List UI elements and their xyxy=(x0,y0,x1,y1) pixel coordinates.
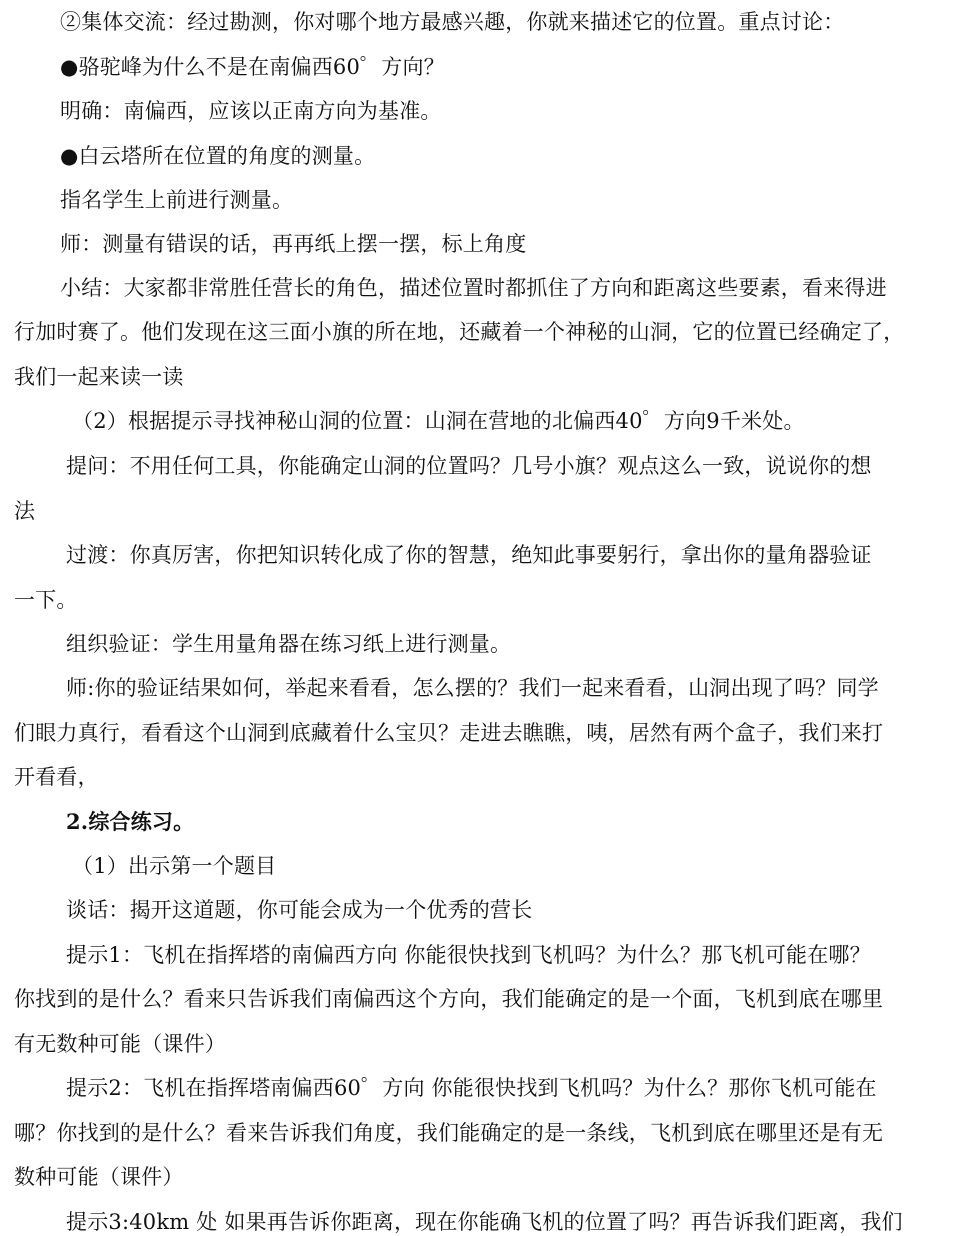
paragraph-line: 师:你的验证结果如何，举起来看看，怎么摆的？我们一起来看看，山洞出现了吗？同学 xyxy=(66,676,879,700)
paragraph-line: 们眼力真行，看看这个山洞到底藏着什么宝贝？走进去瞧瞧，咦，居然有两个盒子，我们来打 xyxy=(14,721,884,745)
paragraph-line: （1）出示第一个题目 xyxy=(72,854,277,878)
paragraph-line: 提示3:40km 处 如果再告诉你距离，现在你能确飞机的位置了吗？再告诉我们距离，我们 xyxy=(66,1210,903,1234)
paragraph-line: 你找到的是什么？看来只告诉我们南偏西这个方向，我们能确定的是一个面，飞机到底在哪里 xyxy=(14,987,884,1011)
paragraph-line: 指名学生上前进行测量。 xyxy=(60,188,294,212)
paragraph-line: ●白云塔所在位置的角度的测量。 xyxy=(60,144,376,168)
paragraph-line: 师：测量有错误的话，再再纸上摆一摆，标上角度 xyxy=(60,232,527,256)
paragraph-line: 哪？你找到的是什么？看来告诉我们角度，我们能确定的是一条线，飞机到底在哪里还是有无 xyxy=(14,1121,884,1145)
paragraph-line: 明确：南偏西，应该以正南方向为基准。 xyxy=(60,99,442,123)
paragraph-line: 行加时赛了。他们发现在这三面小旗的所在地，还藏着一个神秘的山洞，它的位置已经确定了， xyxy=(14,320,905,344)
paragraph-line: 提问：不用任何工具，你能确定山洞的位置吗？几号小旗？观点这么一致，说说你的想 xyxy=(66,454,872,478)
paragraph-line: 一下。 xyxy=(14,588,78,612)
paragraph-line: （2）根据提示寻找神秘山洞的位置：山洞在营地的北偏西40゜方向9千米处。 xyxy=(72,409,805,433)
paragraph-line: 提示2：飞机在指挥塔南偏西60゜方向 你能很快找到飞机吗？为什么？那你飞机可能在 xyxy=(66,1076,877,1100)
paragraph-line: 组织验证：学生用量角器在练习纸上进行测量。 xyxy=(66,632,512,656)
paragraph-line: 提示1：飞机在指挥塔的南偏西方向 你能很快找到飞机吗？为什么？那飞机可能在哪？ xyxy=(66,943,871,967)
paragraph-line: 小结：大家都非常胜任营长的角色，描述位置时都抓住了方向和距离这些要素，看来得进 xyxy=(60,276,887,300)
paragraph-line: 法 xyxy=(14,499,36,523)
section-heading: 2.综合练习。 xyxy=(66,809,195,834)
paragraph-line: ●骆驼峰为什么不是在南偏西60゜方向？ xyxy=(60,55,445,79)
paragraph-line: 过渡：你真厉害，你把知识转化成了你的智慧，绝知此事要躬行，拿出你的量角器验证 xyxy=(66,543,872,567)
paragraph-line: 有无数种可能（课件） xyxy=(14,1032,226,1056)
paragraph-line: 开看看， xyxy=(14,765,99,789)
paragraph-line: 数种可能（课件） xyxy=(14,1165,184,1189)
paragraph-line: 我们一起来读一读 xyxy=(14,365,184,389)
paragraph-line: 谈话：揭开这道题，你可能会成为一个优秀的营长 xyxy=(66,898,533,922)
paragraph-line: ②集体交流：经过勘测，你对哪个地方最感兴趣，你就来描述它的位置。重点讨论： xyxy=(60,10,845,34)
